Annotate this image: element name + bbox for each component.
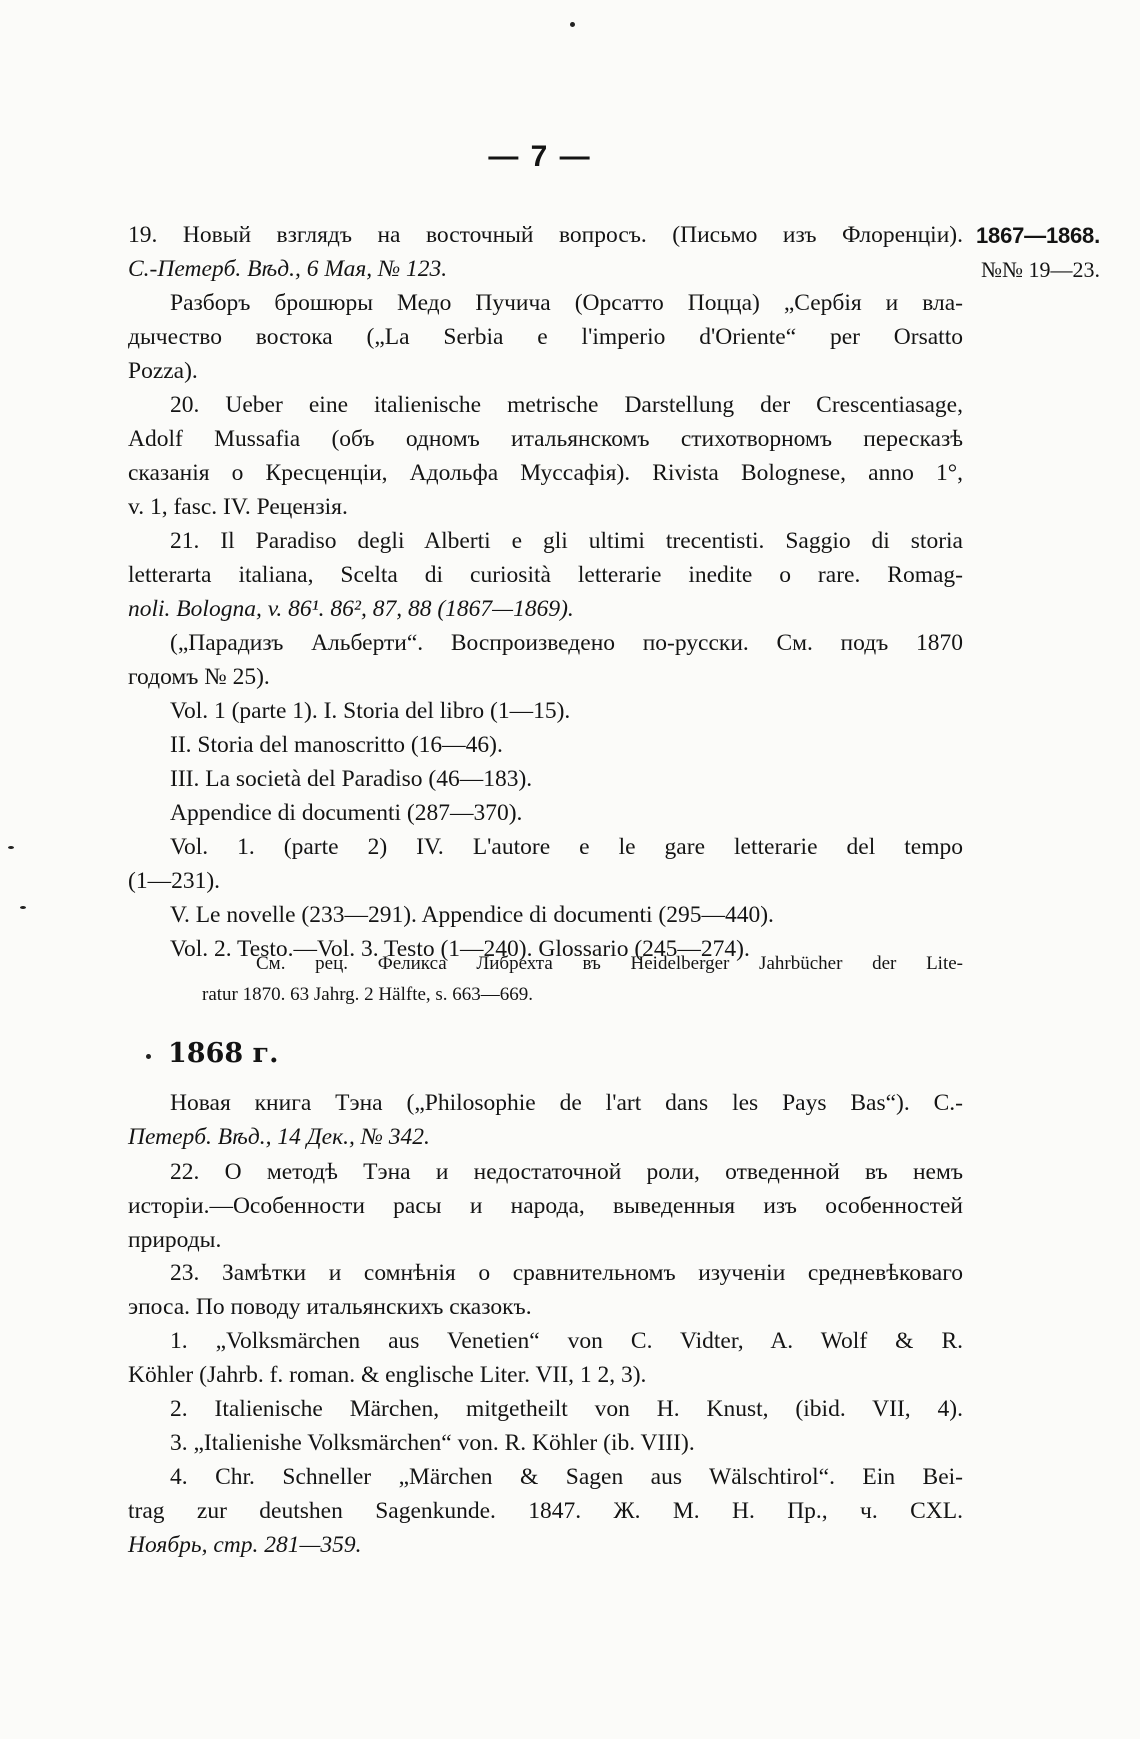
entry-21-line-10: Vol. 1. (parte 2) IV. L'autore e le gare letterarie del tempo <box>170 834 963 860</box>
entry-19 <box>128 218 963 388</box>
speck <box>570 22 575 27</box>
margin-mark <box>8 846 14 849</box>
entry-tena <box>128 1086 963 1154</box>
entry-20-line-1: 20. Ueber eine italienische metrische Darstellung der Crescentiasage, <box>170 392 963 418</box>
entry-19-line-3: Разборъ брошюры Медо Пучича (Орсатто Поцца) „Сербія и вла- <box>170 290 963 316</box>
entry-tena-line-1: Новая книга Тэна („Philosophie de l'art dans les Pays Bas“). С.- <box>170 1090 963 1116</box>
entry-22-line-2: исторіи.—Особенности расы и народа, выведенныя изъ особенностей <box>128 1193 963 1219</box>
entry-21-line-11: (1—231). <box>128 868 221 894</box>
entry-21-line-13: Vol. 2. Testo.—Vol. 3. Testo (1—240). Glossario (245—274). <box>170 936 750 962</box>
entry-19-line-1: 19. Новый взглядъ на восточный вопросъ. (Письмо изъ Флоренціи). <box>128 222 963 248</box>
entry-21-line-6: Vol. 1 (parte 1). I. Storia del libro (1—15). <box>170 698 571 724</box>
entry-21-line-12: V. Le novelle (233—291). Appendice di documenti (295—440). <box>170 902 774 928</box>
entry-21-review-line-1: См. рец. Феликса Либрехта въ Heidelberger Jahrbücher der Lite- <box>256 953 963 974</box>
entry-19-line-4: дычество востока („La Serbia e l'imperio d'Oriente“ per Orsatto <box>128 324 963 350</box>
entry-19-years: 1867—1868. <box>976 223 1100 248</box>
entry-20-line-3: сказанія о Кресценціи, Адольфа Муссафія). Rivista Bolognese, anno 1°, <box>128 460 963 486</box>
entry-22-line-1: 22. О методѣ Тэна и недостаточной роли, отведенной въ немъ <box>170 1159 963 1185</box>
entry-23-line-7: 4. Chr. Schneller „Märchen & Sagen aus Wälschtirol“. Ein Bei- <box>170 1464 963 1490</box>
entry-22-line-3: природы. <box>128 1227 222 1253</box>
entry-tena-line-2: Петерб. Вѣд., 14 Дек., № 342. <box>128 1124 430 1150</box>
entry-23-line-6: 3. „Italienishe Volksmärchen“ von. R. Köhler (ib. VIII). <box>170 1430 695 1456</box>
entry-23-line-4: Köhler (Jahrb. f. roman. & englische Liter. VII, 1 2, 3). <box>128 1362 647 1388</box>
entry-21-review <box>128 948 963 1010</box>
entry-21-line-1: 21. Il Paradiso degli Alberti e gli ultimi trecentisti. Saggio di storia <box>170 528 963 554</box>
entry-20 <box>128 388 963 524</box>
entry-19-line-5: Pozza). <box>128 358 198 384</box>
entry-20-line-4: v. 1, fasc. IV. Рецензія. <box>128 494 348 520</box>
entry-23 <box>128 1256 963 1562</box>
margin-mark <box>20 906 26 909</box>
entry-20-line-2: Adolf Mussafia (объ одномъ итальянскомъ стихотворномъ пересказѣ <box>128 426 963 452</box>
entry-21-review-line-2: ratur 1870. 63 Jahrg. 2 Hälfte, s. 663—669. <box>202 984 534 1005</box>
entry-23-line-1: 23. Замѣтки и сомнѣнія о сравнительномъ изученіи средневѣковаго <box>170 1260 963 1286</box>
entry-21-line-7: II. Storia del manoscritto (16—46). <box>170 732 503 758</box>
entry-21 <box>128 524 963 966</box>
entry-21-line-5: годомъ № 25). <box>128 664 270 690</box>
entry-21-line-3: noli. Bologna, v. 86¹. 86², 87, 88 (1867—1869). <box>128 596 574 622</box>
entry-19-numbers: №№ 19—23. <box>981 257 1100 282</box>
entry-21-line-8: III. La società del Paradiso (46—183). <box>170 766 533 792</box>
entry-21-line-9: Appendice di documenti (287—370). <box>170 800 523 826</box>
entry-23-line-8: trag zur deutshen Sagenkunde. 1847. Ж. М. Н. Пр., ч. CXL. <box>128 1498 963 1524</box>
year-heading: 1868 г. <box>168 1038 279 1069</box>
entry-19-line-2: С.-Петерб. Вѣд., 6 Мая, № 123. <box>128 256 448 282</box>
entry-22 <box>128 1155 963 1257</box>
entry-23-line-9: Ноябрь, стр. 281—359. <box>128 1532 362 1558</box>
entry-23-line-2: эпоса. По поводу итальянскихъ сказокъ. <box>128 1294 532 1320</box>
entry-23-line-5: 2. Italienische Märchen, mitgetheilt von H. Knust, (ibid. VII, 4). <box>170 1396 963 1422</box>
entry-21-line-4: („Парадизъ Альберти“. Воспроизведено по-русски. См. подъ 1870 <box>170 630 963 656</box>
entry-23-line-3: 1. „Volksmärchen aus Venetien“ von C. Vidter, A. Wolf & R. <box>170 1328 963 1354</box>
bullet-dot <box>146 1054 151 1059</box>
page-number: — 7 — <box>488 140 592 173</box>
entry-21-line-2: letterarta italiana, Scelta di curiosità letterarie inedite o rare. Romag- <box>128 562 963 588</box>
